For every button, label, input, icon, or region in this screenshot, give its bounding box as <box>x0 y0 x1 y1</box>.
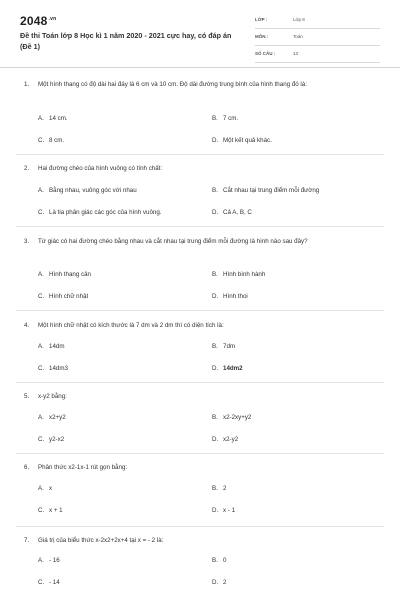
option-letter: B. <box>212 271 218 278</box>
option-text: 8 cm. <box>49 137 65 144</box>
question-divider <box>16 310 384 311</box>
option-letter: A. <box>38 557 44 564</box>
header-divider <box>0 67 400 68</box>
option-letter: D. <box>212 209 219 216</box>
option-letter: B. <box>212 115 218 122</box>
option-letter: A. <box>38 115 44 122</box>
option-letter: B. <box>212 557 218 564</box>
question-number: 4. <box>24 322 30 329</box>
option-letter: C. <box>38 579 45 586</box>
option-text: x - 1 <box>223 507 236 514</box>
meta-row-subject <box>255 32 380 46</box>
option-text: Cả A, B, C <box>223 209 252 216</box>
option-text: 7 cm. <box>223 115 239 122</box>
option-text: Là tia phân giác các góc của hình vuông. <box>49 209 162 216</box>
option-text: x2+y2 <box>49 414 66 421</box>
option-letter: B. <box>212 187 218 194</box>
option-letter: B. <box>212 485 218 492</box>
option-letter: C. <box>38 365 45 372</box>
option-letter: C. <box>38 209 45 216</box>
option-text: 0 <box>223 557 227 564</box>
question-text: Hai đường chéo của hình vuông có tính chất: <box>38 165 163 172</box>
option-letter: D. <box>212 436 219 443</box>
option-letter: C. <box>38 507 45 514</box>
option-text: x2-y2 <box>223 436 239 443</box>
question-divider <box>16 526 384 527</box>
site-logo[interactable] <box>20 14 56 28</box>
question-text: Một hình thang có độ dài hai đáy là 6 cm và 10 cm. Độ dài đường trung bình của hình thang đó là: <box>38 81 307 88</box>
option-text: - 16 <box>49 557 60 564</box>
option-text: Cắt nhau tại trung điểm mỗi đường <box>223 187 320 194</box>
option-text: Bằng nhau, vuông góc với nhau <box>49 187 137 194</box>
exam-meta <box>255 15 380 66</box>
option-text: x <box>49 485 53 492</box>
question-divider <box>16 453 384 454</box>
option-letter: A. <box>38 414 44 421</box>
question-text: Giá trị của biểu thức x-2x2+2x+4 tại x = - 2 là: <box>38 537 164 544</box>
option-letter: C. <box>38 436 45 443</box>
meta-label: SỐ CÂU : <box>255 51 276 56</box>
question-number: 5. <box>24 393 30 400</box>
meta-label: LỚP : <box>255 17 268 22</box>
option-letter: A. <box>38 343 44 350</box>
meta-label: MÔN : <box>255 34 269 39</box>
option-letter: A. <box>38 187 44 194</box>
option-letter: B. <box>212 414 218 421</box>
option-text: x + 1 <box>49 507 63 514</box>
option-text: 14dm <box>49 343 65 350</box>
option-letter: C. <box>38 137 45 144</box>
option-letter: D. <box>212 365 219 372</box>
meta-row-count <box>255 49 380 63</box>
option-text: Hình chữ nhật <box>49 293 89 300</box>
page-title: Đề thi Toán lớp 8 Học kì 1 năm 2020 - 2021 cực hay, có đáp án (Đề 1) <box>20 31 232 51</box>
question-text: Tứ giác có hai đường chéo bằng nhau và cắt nhau tại trung điểm mỗi đường là hình nào sau đây? <box>38 238 308 245</box>
logo-text: 2048 <box>20 14 48 28</box>
question-number: 1. <box>24 81 30 88</box>
question-number: 3. <box>24 238 30 245</box>
option-text: Một kết quả khác. <box>223 137 272 144</box>
logo-suffix: .vn <box>48 16 57 22</box>
question-text: Một hình chữ nhật có kích thước là 7 dm và 2 dm thì có diện tích là: <box>38 322 224 329</box>
option-text: Hình bình hành <box>223 271 266 278</box>
option-letter: D. <box>212 293 219 300</box>
question-text: x-y2 bằng: <box>38 393 67 400</box>
option-text: 7dm <box>223 343 236 350</box>
question-divider <box>16 382 384 383</box>
meta-value: 13 <box>293 51 299 56</box>
option-text: x2-2xy+y2 <box>223 414 252 421</box>
question-text: Phân thức x2-1x-1 rút gọn bằng: <box>38 464 128 471</box>
option-letter: C. <box>38 293 45 300</box>
option-text: Hình thang cân <box>49 271 91 278</box>
question-number: 7. <box>24 537 30 544</box>
option-text: Hình thoi <box>223 293 248 300</box>
option-letter: D. <box>212 137 219 144</box>
option-text: - 14 <box>49 579 60 586</box>
question-divider <box>16 154 384 155</box>
option-letter: D. <box>212 507 219 514</box>
option-text: 2 <box>223 485 227 492</box>
option-text: 14 cm. <box>49 115 68 122</box>
option-text: 14dm3 <box>49 365 68 372</box>
meta-value: Lớp 8 <box>293 17 305 22</box>
meta-value: Toán <box>293 34 303 39</box>
option-letter: A. <box>38 271 44 278</box>
question-number: 6. <box>24 464 30 471</box>
question-divider <box>16 226 384 227</box>
option-letter: A. <box>38 485 44 492</box>
meta-row-class <box>255 15 380 29</box>
option-text: y2-x2 <box>49 436 65 443</box>
option-letter: D. <box>212 579 219 586</box>
header <box>20 12 380 60</box>
question-number: 2. <box>24 165 30 172</box>
option-text: 14dm2 <box>223 365 243 372</box>
option-text: 2 <box>223 579 227 586</box>
option-letter: B. <box>212 343 218 350</box>
